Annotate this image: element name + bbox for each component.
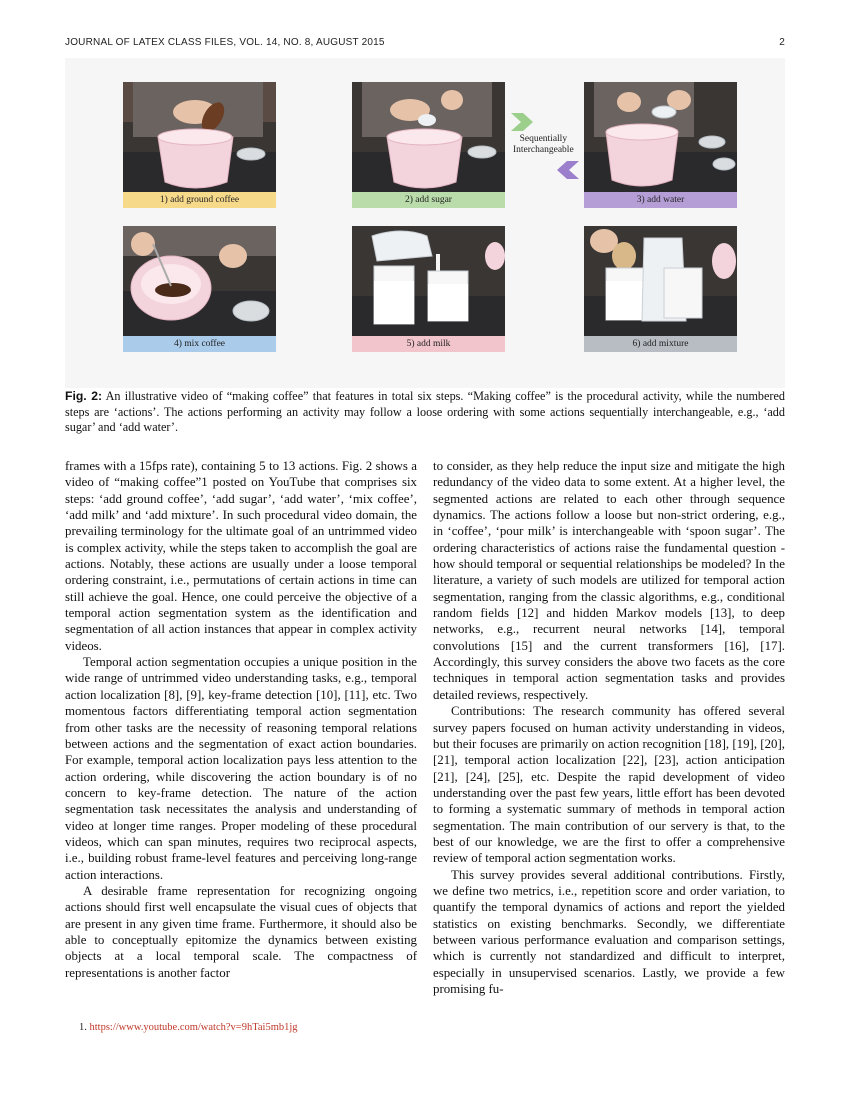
footnote-link[interactable]: https://www.youtube.com/watch?v=9hTai5mb1jg [89, 1022, 298, 1033]
paragraph: to consider, as they help reduce the input size and mitigate the high redundancy of the video data to some extent. At a higher level, the segmented actions are related to each other through sequence dynamics. The actions follow a loose but non-strict ordering, e.g., in ‘coffee’, ‘pour milk’ is interchangeable with ‘spoon sugar’. The ordering characteristics of actions raise the fundamental question - how should temporal or sequential relationships be modeled? In the literature, a variety of such models are utilized for temporal action segmentation, ranging from the classic algorithms, e.g., conditional random fields [12] and hidden Markov models [13], to deep networks, e.g., recurrent neural networks [14], temporal convolutions [15] and the current transformers [16], [17]. Accordingly, this survey considers the above two facets as the core techniques in temporal action segmentation tasks and provides detailed reviews, respectively. [433, 459, 785, 702]
panel-add-sugar [352, 82, 505, 208]
running-header [65, 37, 785, 48]
caption-add-water: 3) add water [584, 192, 737, 208]
interchangeable-label [513, 134, 574, 156]
figure-making-coffee [65, 58, 785, 388]
photo-add-milk [352, 226, 505, 336]
paragraph: This survey provides several additional contributions. Firstly, we define two metrics, i.e., repetition score and order variation, to quantify the temporal dynamics of actions and report the yielded statistics on existing benchmarks. Secondly, we differentiate between various performance evaluation and comparison settings, which is currently not standardized and difficult to interpret, especially in unsupervised scenarios. Lastly, we provide a few promising fu- [433, 867, 785, 996]
caption-add-mixture: 6) add mixture [584, 336, 737, 352]
panel-mix-coffee [123, 226, 276, 352]
journal-title: JOURNAL OF LATEX CLASS FILES, VOL. 14, NO. 8, AUGUST 2015 [65, 37, 385, 48]
photo-add-sugar [352, 82, 505, 192]
caption-add-milk: 5) add milk [352, 336, 505, 352]
label-line-2: Interchangeable [513, 145, 574, 155]
panel-add-milk [352, 226, 505, 352]
caption-mix-coffee: 4) mix coffee [123, 336, 276, 352]
paragraph: frames with a 15fps rate), containing 5 to 13 actions. Fig. 2 shows a video of “making coffee”1 posted on YouTube that comprises six steps: ‘add ground coffee’, ‘add sugar’, ‘add water’, ‘mix coffee’, ‘add milk’ and ‘add mixture’. In such procedural video domain, the prevailing terminology for the ultimate goal of an untrimmed video is complex activity, while the steps taken to accomplish the goal are actions. Notably, these actions are usually under a loose temporal ordering constraint, i.e., permutations of certain actions in time can still achieve the goal. Hence, one could perceive the objective of a temporal action segmentation system as the identification and segmentation of all action instances that appear in complex activity videos. [65, 459, 417, 653]
panel-add-ground-coffee [123, 82, 276, 208]
footnote-number: 1. [79, 1022, 87, 1033]
page-number: 2 [779, 37, 785, 48]
photo-mix-coffee [123, 226, 276, 336]
paragraph: Contributions: The research community has offered several survey papers focused on human activity understanding in videos, but their focuses are primarily on action recognition [18], [19], [20], [21], temporal action localization [22], [23], action anticipation [21], [24], [25], etc. Despite the rapid development of video understanding over the past few years, little effort has been devoted to forming a systematic summary of methods in temporal action segmentation. The main contribution of our servery is that, to the best of our knowledge, we are the first to offer a comprehensive review of temporal action segmentation works. [433, 704, 785, 866]
panel-add-mixture [584, 226, 737, 352]
right-column [433, 458, 785, 997]
figure-caption [65, 389, 785, 436]
label-line-1: Sequentially [519, 134, 568, 144]
footnote [79, 1022, 298, 1033]
arrow-left-icon [557, 161, 579, 179]
photo-add-ground-coffee [123, 82, 276, 192]
figure-caption-text: An illustrative video of “making coffee” that features in total six steps. “Making coffee” is the procedural activity, while the numbered steps are ‘actions’. The actions performing an activity may follow a loose ordering with some actions sequentially interchangeable, e.g., ‘add sugar’ and ‘add water’. [65, 389, 785, 434]
caption-add-sugar: 2) add sugar [352, 192, 505, 208]
caption-add-ground-coffee: 1) add ground coffee [123, 192, 276, 208]
interchangeable-indicator [511, 111, 591, 181]
paragraph: A desirable frame representation for recognizing ongoing actions should first well encapsulate the visual cues of objects that are present in any given time frame. Furthermore, it should also be able to conceptually epitomize the dynamics between existing objects at a local temporal scale. The compactness of representations is another factor [65, 883, 417, 980]
figure-caption-label: Fig. 2: [65, 389, 103, 403]
panel-add-water [584, 82, 737, 208]
photo-add-water [584, 82, 737, 192]
paragraph: Temporal action segmentation occupies a unique position in the wide range of untrimmed video understanding tasks, e.g., temporal action localization [8], [9], key-frame detection [10], [11], etc. Two momentous factors differentiating temporal action segmentation from other tasks are the necessity of reasoning temporal relations between actions and the segmentation of exact action boundaries. For example, temporal action localization pays less attention to the action ordering, while discovering the action boundary is of no concern to key-frame detection. The nature of the action segmentation task necessitates the analysis and understanding of video at longer time ranges. Proper modeling of these procedural videos, which can span minutes, requires two reciprocal aspects, i.e., building robust frame-level features and perceiving long-range action interactions. [65, 655, 417, 882]
arrow-right-icon [511, 113, 533, 131]
photo-add-mixture [584, 226, 737, 336]
left-column [65, 458, 417, 981]
